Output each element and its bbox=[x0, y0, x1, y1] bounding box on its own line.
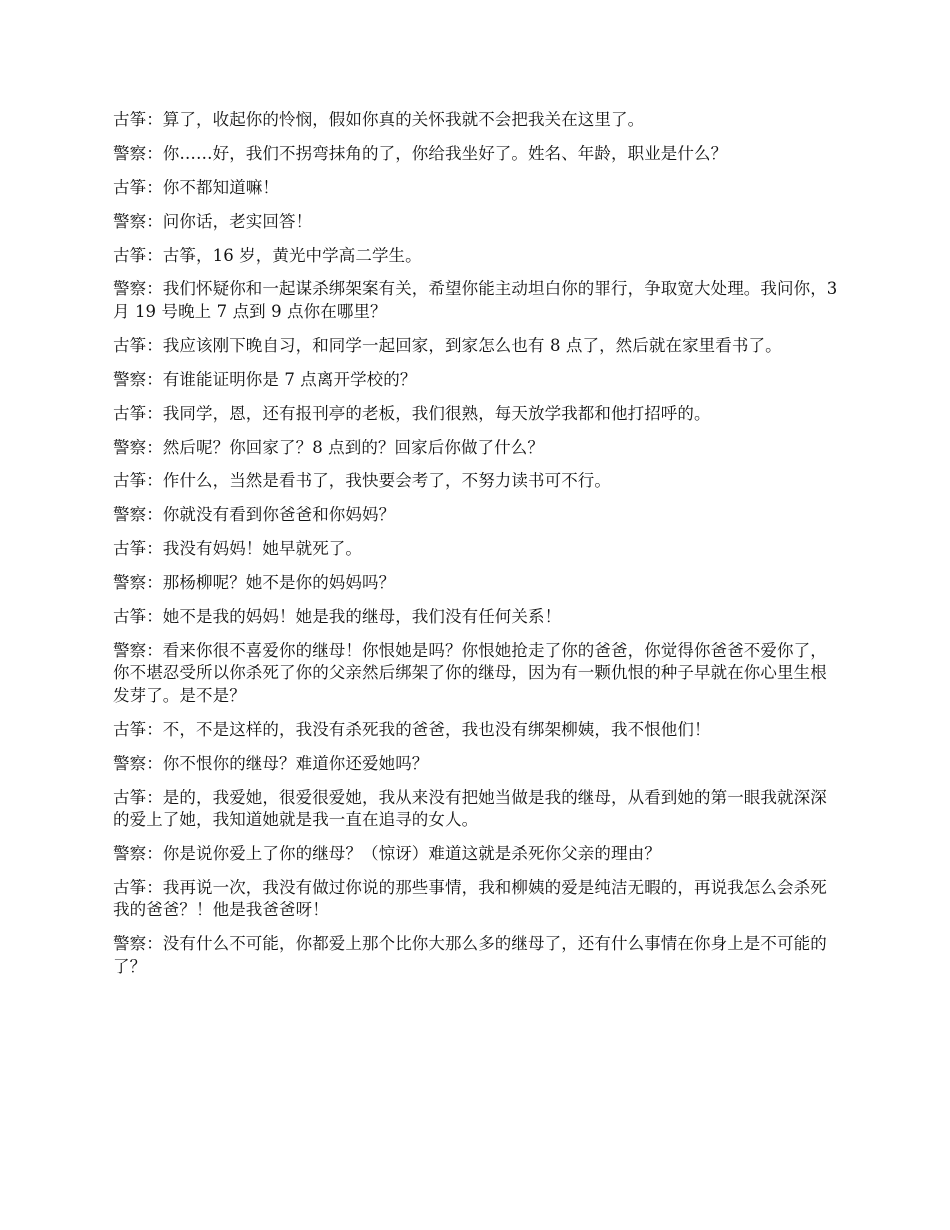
dialogue-line: 警察：那杨柳呢？她不是你的妈妈吗？ bbox=[113, 573, 396, 593]
dialogue-line: 古筝：我同学，恩，还有报刊亭的老板，我们很熟，每天放学我都和他打招呼的。 bbox=[113, 403, 711, 423]
dialogue-line: 古筝：我没有妈妈！她早就死了。 bbox=[113, 539, 362, 559]
dialogue-line: 古筝：古筝，16 岁，黄光中学高二学生。 bbox=[113, 245, 422, 265]
dialogue-line: 警察：你不恨你的继母？难道你还爱她吗？ bbox=[113, 753, 429, 773]
dialogue-line: 古筝：你不都知道嘛！ bbox=[113, 177, 279, 197]
document-body bbox=[113, 109, 841, 990]
dialogue-line: 警察：你是说你爱上了你的继母？（惊讶）难道这就是杀死你父亲的理由？ bbox=[113, 843, 661, 863]
dialogue-line: 古筝：不，不是这样的，我没有杀死我的爸爸，我也没有绑架柳姨，我不恨他们！ bbox=[113, 719, 711, 739]
dialogue-line: 警察：问你话，老实回答！ bbox=[113, 211, 313, 231]
dialogue-line: 警察：看来你很不喜爱你的继母！你恨她是吗？你恨她抢走了你的爸爸，你觉得你爸爸不爱你了，你不堪忍受所以你杀死了你的父亲然后绑架了你的继母，因为有一颗仇恨的种子早就在你心里生根发芽了。是不是？ bbox=[113, 640, 827, 705]
dialogue-line: 古筝：我再说一次，我没有做过你说的那些事情，我和柳姨的爱是纯洁无暇的，再说我怎么会杀死我的爸爸？！他是我爸爸呀！ bbox=[113, 877, 827, 920]
dialogue-line: 古筝：我应该刚下晚自习，和同学一起回家，到家怎么也有 8 点了，然后就在家里看书了。 bbox=[113, 335, 782, 355]
dialogue-line: 古筝：作什么，当然是看书了，我快要会考了，不努力读书可不行。 bbox=[113, 471, 611, 491]
dialogue-line: 警察：有谁能证明你是 7 点离开学校的？ bbox=[113, 369, 417, 389]
dialogue-line: 警察：我们怀疑你和一起谋杀绑架案有关，希望你能主动坦白你的罪行，争取宽大处理。我问你，3 月 19 号晚上 7 点到 9 点你在哪里？ bbox=[113, 279, 838, 321]
dialogue-line: 古筝：算了，收起你的怜悯，假如你真的关怀我就不会把我关在这里了。 bbox=[113, 110, 645, 129]
dialogue-line: 古筝：是的，我爱她，很爱很爱她，我从来没有把她当做是我的继母，从看到她的第一眼我就深深的爱上了她，我知道她就是我一直在追寻的女人。 bbox=[113, 787, 827, 830]
dialogue-line: 警察：没有什么不可能，你都爱上那个比你大那么多的继母了，还有什么事情在你身上是不可能的了？ bbox=[113, 934, 827, 976]
dialogue-line: 警察：然后呢？你回家了？8 点到的？回家后你做了什么？ bbox=[113, 437, 544, 457]
dialogue-line: 警察：你就没有看到你爸爸和你妈妈？ bbox=[113, 505, 396, 525]
dialogue-line: 警察：你……好，我们不拐弯抹角的了，你给我坐好了。姓名、年龄，职业是什么？ bbox=[113, 143, 728, 163]
dialogue-line: 古筝：她不是我的妈妈！她是我的继母，我们没有任何关系！ bbox=[113, 606, 562, 626]
